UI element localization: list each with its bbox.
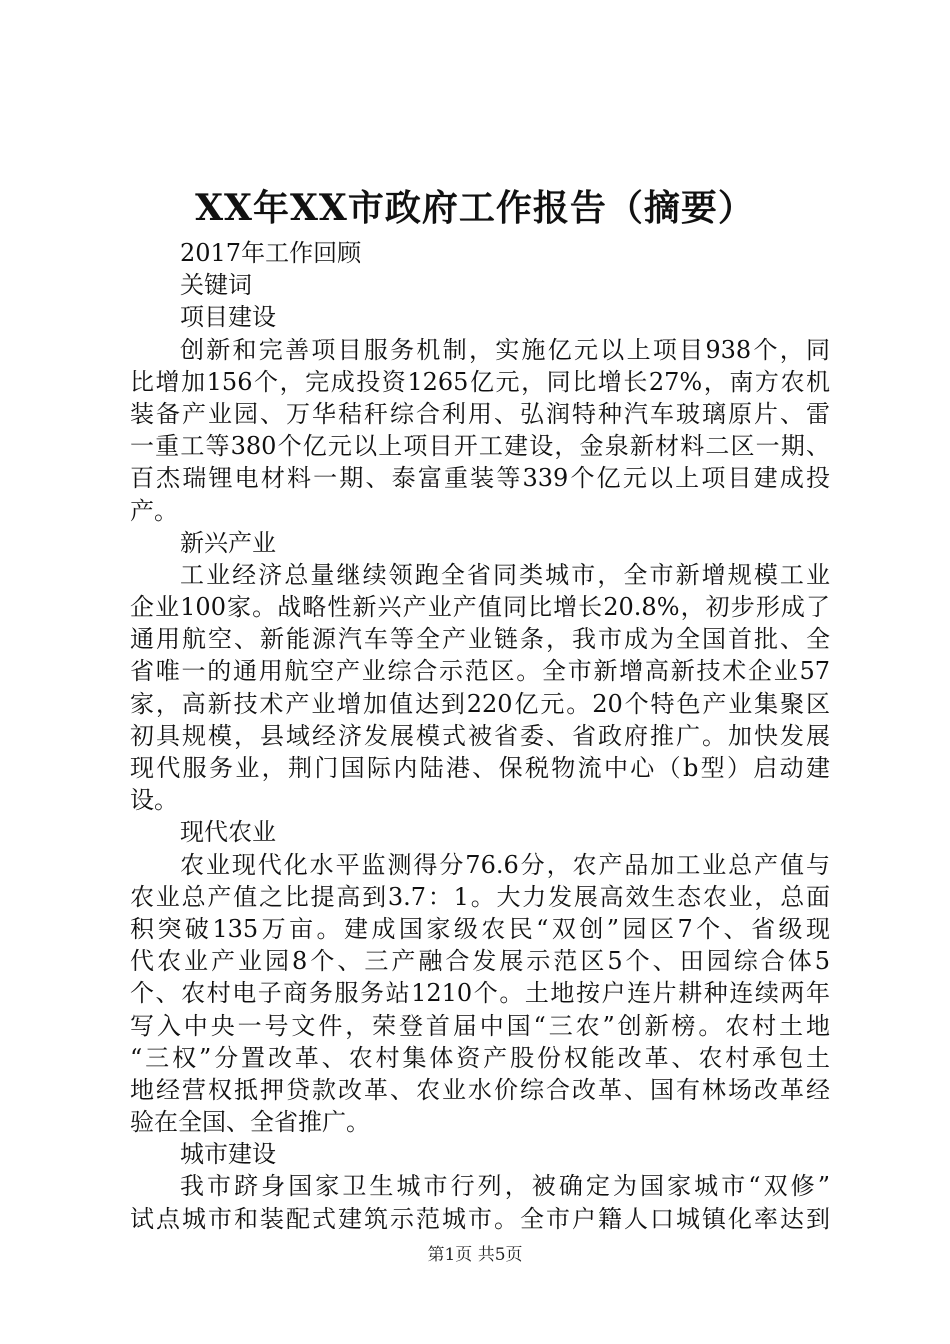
paragraph-line: 设。 <box>130 786 178 815</box>
section-title: 2017年工作回顾 <box>180 239 362 267</box>
paragraph-line: 工业经济总量继续领跑全省同类城市，全市新增规模工业 <box>180 560 830 589</box>
document-body <box>130 237 830 1235</box>
paragraph-line: 积突破135万亩。建成国家级农民“双创”园区7个、省级现 <box>130 914 830 943</box>
document-title: XX年XX市政府工作报告（摘要） <box>195 187 755 229</box>
paragraph-line: 创新和完善项目服务机制，实施亿元以上项目938个，同 <box>180 335 830 364</box>
paragraph-line: 家，高新技术产业增加值达到220亿元。20个特色产业集聚区 <box>130 689 830 718</box>
paragraph-line: 地经营权抵押贷款改革、农业水价综合改革、国有林场改革经 <box>130 1075 830 1104</box>
page-footer: 第1页 共5页 <box>427 1245 523 1265</box>
paragraph-line: 通用航空、新能源汽车等全产业链条，我市成为全国首批、全 <box>130 625 830 654</box>
paragraph-line: 代农业产业园8个、三产融合发展示范区5个、田园综合体5 <box>130 947 830 976</box>
paragraph-line: 一重工等380个亿元以上项目开工建设，金泉新材料二区一期、 <box>130 432 830 461</box>
paragraph-line: 我市跻身国家卫生城市行列，被确定为国家城市“双修” <box>180 1172 830 1201</box>
paragraph-line: 百杰瑞锂电材料一期、泰富重装等339个亿元以上项目建成投 <box>130 464 830 493</box>
section-heading: 城市建设 <box>180 1140 276 1169</box>
section-heading: 新兴产业 <box>180 528 276 557</box>
paragraph-line: 农业现代化水平监测得分76.6分，农产品加工业总产值与 <box>180 850 830 879</box>
paragraph-line: 企业100家。战略性新兴产业产值同比增长20.8%，初步形成了 <box>130 593 830 622</box>
paragraph-line: 验在全国、全省推广。 <box>130 1108 370 1137</box>
section-heading: 现代农业 <box>180 818 276 847</box>
paragraph-line: 省唯一的通用航空产业综合示范区。全市新增高新技术企业57 <box>130 657 830 686</box>
paragraph-line: 写入中央一号文件，荣登首届中国“三农”创新榜。农村土地 <box>130 1011 830 1040</box>
keywords-label: 关键词 <box>180 271 252 300</box>
paragraph-line: 装备产业园、万华秸秆综合利用、弘润特种汽车玻璃原片、雷 <box>130 399 830 428</box>
paragraph-line: 试点城市和装配式建筑示范城市。全市户籍人口城镇化率达到 <box>130 1204 830 1233</box>
paragraph-line: 初具规模，县域经济发展模式被省委、省政府推广。加快发展 <box>130 721 830 750</box>
section-heading: 项目建设 <box>180 303 276 332</box>
paragraph-line: 比增加156个，完成投资1265亿元，同比增长27%，南方农机 <box>130 367 830 396</box>
paragraph-line: 农业总产值之比提高到3.7：1。大力发展高效生态农业，总面 <box>130 882 830 911</box>
paragraph-line: “三权”分置改革、农村集体资产股份权能改革、农村承包土 <box>130 1043 830 1072</box>
paragraph-line: 个、农村电子商务服务站1210个。土地按户连片耕种连续两年 <box>130 979 830 1008</box>
paragraph-line: 现代服务业，荆门国际内陆港、保税物流中心（b型）启动建 <box>130 754 830 782</box>
paragraph-line: 产。 <box>130 496 178 525</box>
